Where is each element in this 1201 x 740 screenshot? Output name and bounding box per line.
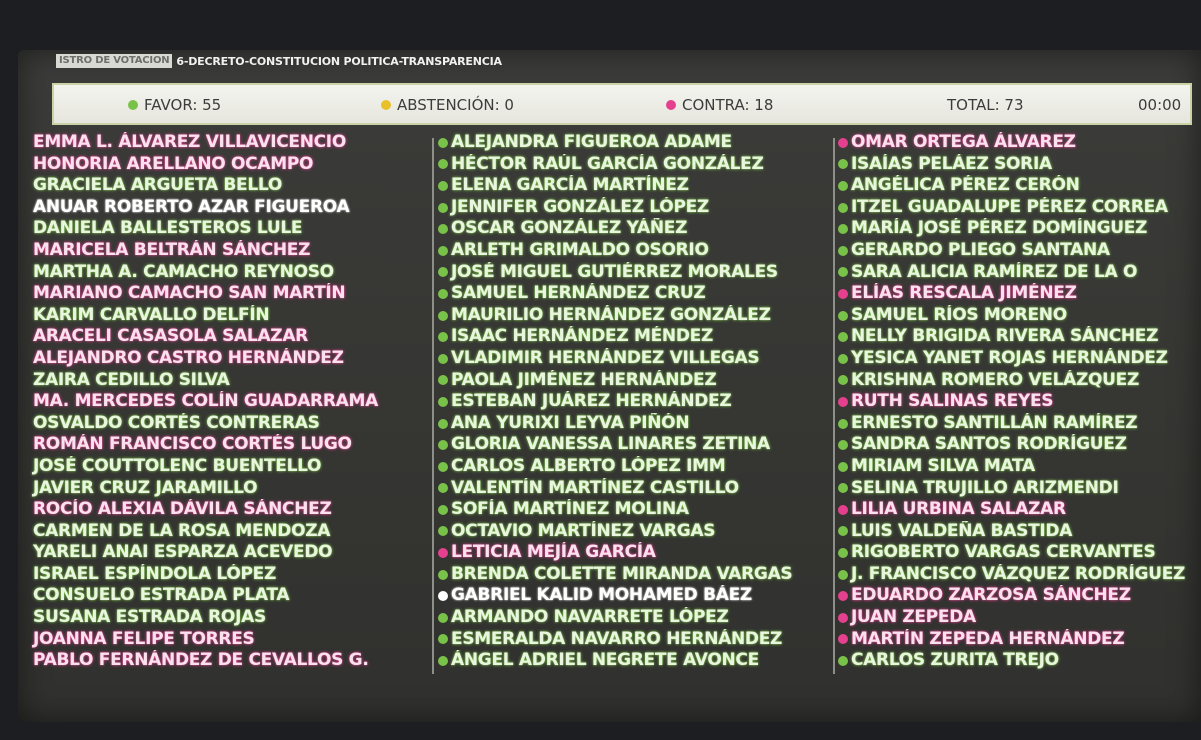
motion-title: 6-DECRETO-CONSTITUCION POLITICA-TRANSPARENCIA (176, 54, 502, 68)
deputy-name: JUAN ZEPEDA (851, 607, 976, 628)
vote-dot-icon (838, 570, 848, 580)
deputy-row (838, 283, 1201, 305)
deputy-name: ANGÉLICA PÉREZ CERÓN (851, 175, 1080, 196)
deputy-name: DANIELA BALLESTEROS LULE (33, 218, 303, 239)
deputy-row (20, 478, 425, 500)
deputy-row (20, 154, 425, 176)
vote-dot-icon (838, 462, 848, 472)
vote-dot-icon (438, 548, 448, 558)
vote-dot-icon (838, 613, 848, 623)
favor-count (128, 96, 221, 114)
vote-dot-icon (438, 354, 448, 364)
vote-dot-icon (438, 181, 448, 191)
vote-dot-icon (438, 375, 448, 385)
deputy-row (20, 197, 425, 219)
deputy-name: MARIANO CAMACHO SAN MARTÍN (33, 283, 346, 304)
deputy-row (838, 197, 1201, 219)
deputy-row (438, 629, 828, 651)
deputy-name: MAURILIO HERNÁNDEZ GONZÁLEZ (451, 304, 771, 325)
deputy-name: PABLO FERNÁNDEZ DE CEVALLOS G. (33, 650, 369, 671)
deputy-row (838, 629, 1201, 651)
deputy-row (438, 499, 828, 521)
deputy-row (438, 585, 828, 607)
deputy-name: LETICIA MEJÍA GARCÍA (451, 542, 656, 563)
vote-dot-icon (838, 224, 848, 234)
deputy-name: VLADIMIR HERNÁNDEZ VILLEGAS (451, 347, 760, 368)
deputy-row (838, 348, 1201, 370)
deputy-name: OSCAR GONZÁLEZ YÁÑEZ (451, 218, 688, 239)
deputy-name: SANDRA SANTOS RODRÍGUEZ (851, 434, 1127, 455)
deputy-row (438, 521, 828, 543)
vote-dot-icon (838, 440, 848, 450)
vote-dot-icon (438, 419, 448, 429)
deputy-row (438, 413, 828, 435)
vote-dot-icon (838, 181, 848, 191)
deputy-name: RUTH SALINAS REYES (851, 391, 1054, 412)
vote-dot-icon (838, 246, 848, 256)
deputy-row (838, 456, 1201, 478)
deputies-column-1 (20, 132, 425, 672)
deputy-row (838, 370, 1201, 392)
vote-dot-icon (838, 354, 848, 364)
deputy-row (838, 154, 1201, 176)
deputy-name: VALENTÍN MARTÍNEZ CASTILLO (451, 477, 739, 498)
deputy-row (838, 240, 1201, 262)
vote-dot-icon (438, 246, 448, 256)
vote-dot-icon (438, 505, 448, 515)
deputy-name: MARICELA BELTRÁN SÁNCHEZ (33, 239, 311, 260)
column-divider (432, 138, 434, 674)
deputy-name: SARA ALICIA RAMÍREZ DE LA O (851, 261, 1138, 282)
deputy-name: SELINA TRUJILLO ARIZMENDI (851, 477, 1119, 498)
favor-dot-icon (128, 100, 138, 110)
deputies-column-3 (838, 132, 1201, 672)
deputy-name: ZAIRA CEDILLO SILVA (33, 369, 230, 390)
deputy-name: GLORIA VANESSA LINARES ZETINA (451, 434, 770, 455)
deputy-name: ESMERALDA NAVARRO HERNÁNDEZ (451, 628, 783, 649)
deputy-name: CARLOS ZURITA TREJO (851, 650, 1059, 671)
contra-count (666, 96, 773, 114)
deputy-row (20, 434, 425, 456)
vote-dot-icon (438, 267, 448, 277)
vote-dot-icon (438, 138, 448, 148)
deputy-row (20, 650, 425, 672)
deputy-row (438, 607, 828, 629)
total-count-label: TOTAL: 73 (947, 96, 1024, 114)
deputy-row (20, 542, 425, 564)
deputy-name: LUIS VALDEÑA BASTIDA (851, 520, 1073, 541)
vote-dot-icon (838, 505, 848, 515)
deputy-name: GRACIELA ARGUETA BELLO (33, 175, 282, 196)
vote-dot-icon (438, 311, 448, 321)
voting-board (18, 50, 1201, 722)
deputy-row (838, 478, 1201, 500)
deputy-name: JOSÉ MIGUEL GUTIÉRREZ MORALES (451, 261, 778, 282)
deputy-row (838, 326, 1201, 348)
deputy-row (20, 175, 425, 197)
vote-dot-icon (438, 570, 448, 580)
vote-dot-icon (838, 483, 848, 493)
deputy-row (438, 391, 828, 413)
vote-dot-icon (838, 375, 848, 385)
deputy-row (438, 305, 828, 327)
deputy-name: MA. MERCEDES COLÍN GUADARRAMA (33, 391, 378, 412)
deputy-name: KARIM CARVALLO DELFÍN (33, 304, 270, 325)
deputy-row (838, 650, 1201, 672)
vote-tally-bar (52, 83, 1192, 125)
deputy-row (20, 607, 425, 629)
abstention-count (381, 96, 514, 114)
vote-dot-icon (838, 289, 848, 299)
deputy-row (838, 218, 1201, 240)
deputy-row (838, 434, 1201, 456)
column-divider (833, 138, 835, 674)
deputy-name: ESTEBAN JUÁREZ HERNÁNDEZ (451, 391, 732, 412)
vote-dot-icon (838, 311, 848, 321)
vote-dot-icon (438, 656, 448, 666)
vote-dot-icon (438, 591, 448, 601)
vote-dot-icon (838, 548, 848, 558)
vote-dot-icon (838, 419, 848, 429)
deputy-row (438, 240, 828, 262)
deputy-name: JOANNA FELIPE TORRES (33, 628, 255, 649)
deputy-name: ERNESTO SANTILLÁN RAMÍREZ (851, 412, 1138, 433)
deputy-row (838, 175, 1201, 197)
deputy-row (20, 585, 425, 607)
timer-label: 00:00 (1138, 96, 1182, 114)
deputy-name: ISAAC HERNÁNDEZ MÉNDEZ (451, 326, 713, 347)
vote-dot-icon (438, 613, 448, 623)
vote-dot-icon (838, 203, 848, 213)
vote-dot-icon (838, 138, 848, 148)
deputy-name: SAMUEL RÍOS MORENO (851, 304, 1067, 325)
deputy-name: BRENDA COLETTE MIRANDA VARGAS (451, 563, 793, 584)
deputy-name: ROMÁN FRANCISCO CORTÉS LUGO (33, 434, 352, 455)
deputy-name: MARTÍN ZEPEDA HERNÁNDEZ (851, 628, 1125, 649)
deputy-name: JOSÉ COUTTOLENC BUENTELLO (33, 455, 322, 476)
vote-dot-icon (438, 440, 448, 450)
deputy-row (838, 564, 1201, 586)
vote-dot-icon (438, 159, 448, 169)
deputy-row (438, 434, 828, 456)
timer (1138, 96, 1181, 114)
deputy-row (20, 132, 425, 154)
deputy-name: GERARDO PLIEGO SANTANA (851, 239, 1110, 260)
deputy-name: GABRIEL KALID MOHAMED BÁEZ (451, 585, 752, 606)
deputy-name: KRISHNA ROMERO VELÁZQUEZ (851, 369, 1139, 390)
deputy-row (20, 456, 425, 478)
deputy-name: LILIA URBINA SALAZAR (851, 499, 1066, 520)
deputy-row (838, 413, 1201, 435)
deputy-row (20, 499, 425, 521)
deputy-name: JENNIFER GONZÁLEZ LÓPEZ (451, 196, 709, 217)
deputy-row (838, 305, 1201, 327)
deputy-name: CARLOS ALBERTO LÓPEZ IMM (451, 455, 726, 476)
deputy-name: YARELI ANAI ESPARZA ACEVEDO (33, 542, 333, 563)
vote-dot-icon (838, 332, 848, 342)
abstention-count-label: ABSTENCIÓN: 0 (397, 96, 514, 114)
deputy-row (20, 370, 425, 392)
deputy-name: ISAÍAS PELÁEZ SORIA (851, 153, 1052, 174)
vote-dot-icon (838, 634, 848, 644)
board-header (56, 53, 502, 69)
deputy-row (20, 348, 425, 370)
deputy-row (20, 240, 425, 262)
vote-dot-icon (438, 634, 448, 644)
deputy-name: EMMA L. ÁLVAREZ VILLAVICENCIO (33, 132, 346, 152)
deputy-row (438, 348, 828, 370)
deputy-name: ITZEL GUADALUPE PÉREZ CORREA (851, 196, 1168, 217)
deputy-name: ARACELI CASASOLA SALAZAR (33, 326, 308, 347)
deputy-row (438, 370, 828, 392)
deputy-row (438, 218, 828, 240)
deputy-row (438, 154, 828, 176)
deputy-row (438, 175, 828, 197)
deputies-column-2 (438, 132, 828, 672)
vote-dot-icon (438, 397, 448, 407)
deputy-row (20, 629, 425, 651)
vote-dot-icon (838, 526, 848, 536)
deputy-row (438, 542, 828, 564)
deputy-row (20, 218, 425, 240)
deputy-row (838, 521, 1201, 543)
deputy-row (20, 564, 425, 586)
total-count (947, 96, 1024, 114)
deputy-name: NELLY BRIGIDA RIVERA SÁNCHEZ (851, 326, 1159, 347)
deputy-row (20, 391, 425, 413)
deputy-row (838, 132, 1201, 154)
deputy-name: HONORIA ARELLANO OCAMPO (33, 153, 314, 174)
deputy-row (438, 564, 828, 586)
deputy-name: OCTAVIO MARTÍNEZ VARGAS (451, 520, 716, 541)
vote-dot-icon (838, 656, 848, 666)
deputy-name: YESICA YANET ROJAS HERNÁNDEZ (851, 347, 1168, 368)
vote-dot-icon (838, 397, 848, 407)
favor-count-label: FAVOR: 55 (144, 96, 222, 114)
deputy-name: OSVALDO CORTÉS CONTRERAS (33, 412, 320, 433)
deputy-name: ANUAR ROBERTO AZAR FIGUEROA (33, 196, 350, 217)
deputy-row (838, 542, 1201, 564)
deputy-name: RIGOBERTO VARGAS CERVANTES (851, 542, 1156, 563)
deputy-name: ARLETH GRIMALDO OSORIO (451, 239, 709, 260)
contra-count-label: CONTRA: 18 (682, 96, 774, 114)
deputy-row (438, 478, 828, 500)
deputy-row (438, 456, 828, 478)
deputy-row (20, 413, 425, 435)
deputy-name: SOFÍA MARTÍNEZ MOLINA (451, 499, 689, 520)
abstention-dot-icon (381, 100, 391, 110)
vote-dot-icon (438, 289, 448, 299)
deputy-name: ISRAEL ESPÍNDOLA LÓPEZ (33, 563, 276, 584)
deputy-name: JAVIER CRUZ JARAMILLO (33, 477, 258, 498)
deputy-name: PAOLA JIMÉNEZ HERNÁNDEZ (451, 369, 717, 390)
deputy-name: ALEJANDRO CASTRO HERNÁNDEZ (33, 347, 344, 368)
vote-dot-icon (838, 591, 848, 601)
deputy-row (438, 132, 828, 154)
deputy-name: J. FRANCISCO VÁZQUEZ RODRÍGUEZ (851, 563, 1186, 584)
deputy-name: SAMUEL HERNÁNDEZ CRUZ (451, 283, 706, 304)
deputy-row (438, 650, 828, 672)
deputy-row (838, 607, 1201, 629)
deputy-name: ROCÍO ALEXIA DÁVILA SÁNCHEZ (33, 499, 332, 520)
deputy-name: MARÍA JOSÉ PÉREZ DOMÍNGUEZ (851, 218, 1148, 239)
deputy-name: ELENA GARCÍA MARTÍNEZ (451, 175, 689, 196)
deputy-name: CARMEN DE LA ROSA MENDOZA (33, 520, 331, 541)
registry-label: ISTRO DE VOTACION (56, 54, 172, 68)
deputy-name: HÉCTOR RAÚL GARCÍA GONZÁLEZ (451, 153, 764, 174)
deputy-name: ARMANDO NAVARRETE LÓPEZ (451, 607, 729, 628)
deputy-row (20, 262, 425, 284)
deputy-name: EDUARDO ZARZOSA SÁNCHEZ (851, 585, 1131, 606)
deputy-row (838, 262, 1201, 284)
deputy-row (20, 283, 425, 305)
deputy-row (438, 262, 828, 284)
contra-dot-icon (666, 100, 676, 110)
vote-dot-icon (438, 462, 448, 472)
deputy-row (438, 197, 828, 219)
deputy-row (20, 305, 425, 327)
vote-dot-icon (438, 332, 448, 342)
deputy-row (838, 391, 1201, 413)
deputy-row (20, 326, 425, 348)
deputy-name: ÁNGEL ADRIEL NEGRETE AVONCE (451, 650, 759, 671)
vote-dot-icon (438, 526, 448, 536)
deputy-name: OMAR ORTEGA ÁLVAREZ (851, 132, 1076, 152)
deputy-name: CONSUELO ESTRADA PLATA (33, 585, 290, 606)
deputy-name: MIRIAM SILVA MATA (851, 455, 1035, 476)
deputy-row (438, 326, 828, 348)
vote-dot-icon (838, 159, 848, 169)
vote-dot-icon (438, 224, 448, 234)
deputy-name: ANA YURIXI LEYVA PIÑÓN (451, 412, 690, 433)
vote-dot-icon (838, 267, 848, 277)
deputy-name: ELÍAS RESCALA JIMÉNEZ (851, 283, 1077, 304)
deputy-row (838, 585, 1201, 607)
deputy-row (838, 499, 1201, 521)
deputy-name: ALEJANDRA FIGUEROA ADAME (451, 132, 732, 152)
deputy-name: MARTHA A. CAMACHO REYNOSO (33, 261, 334, 282)
deputy-row (20, 521, 425, 543)
deputy-name: SUSANA ESTRADA ROJAS (33, 607, 266, 628)
deputy-row (438, 283, 828, 305)
vote-dot-icon (438, 203, 448, 213)
vote-dot-icon (438, 483, 448, 493)
